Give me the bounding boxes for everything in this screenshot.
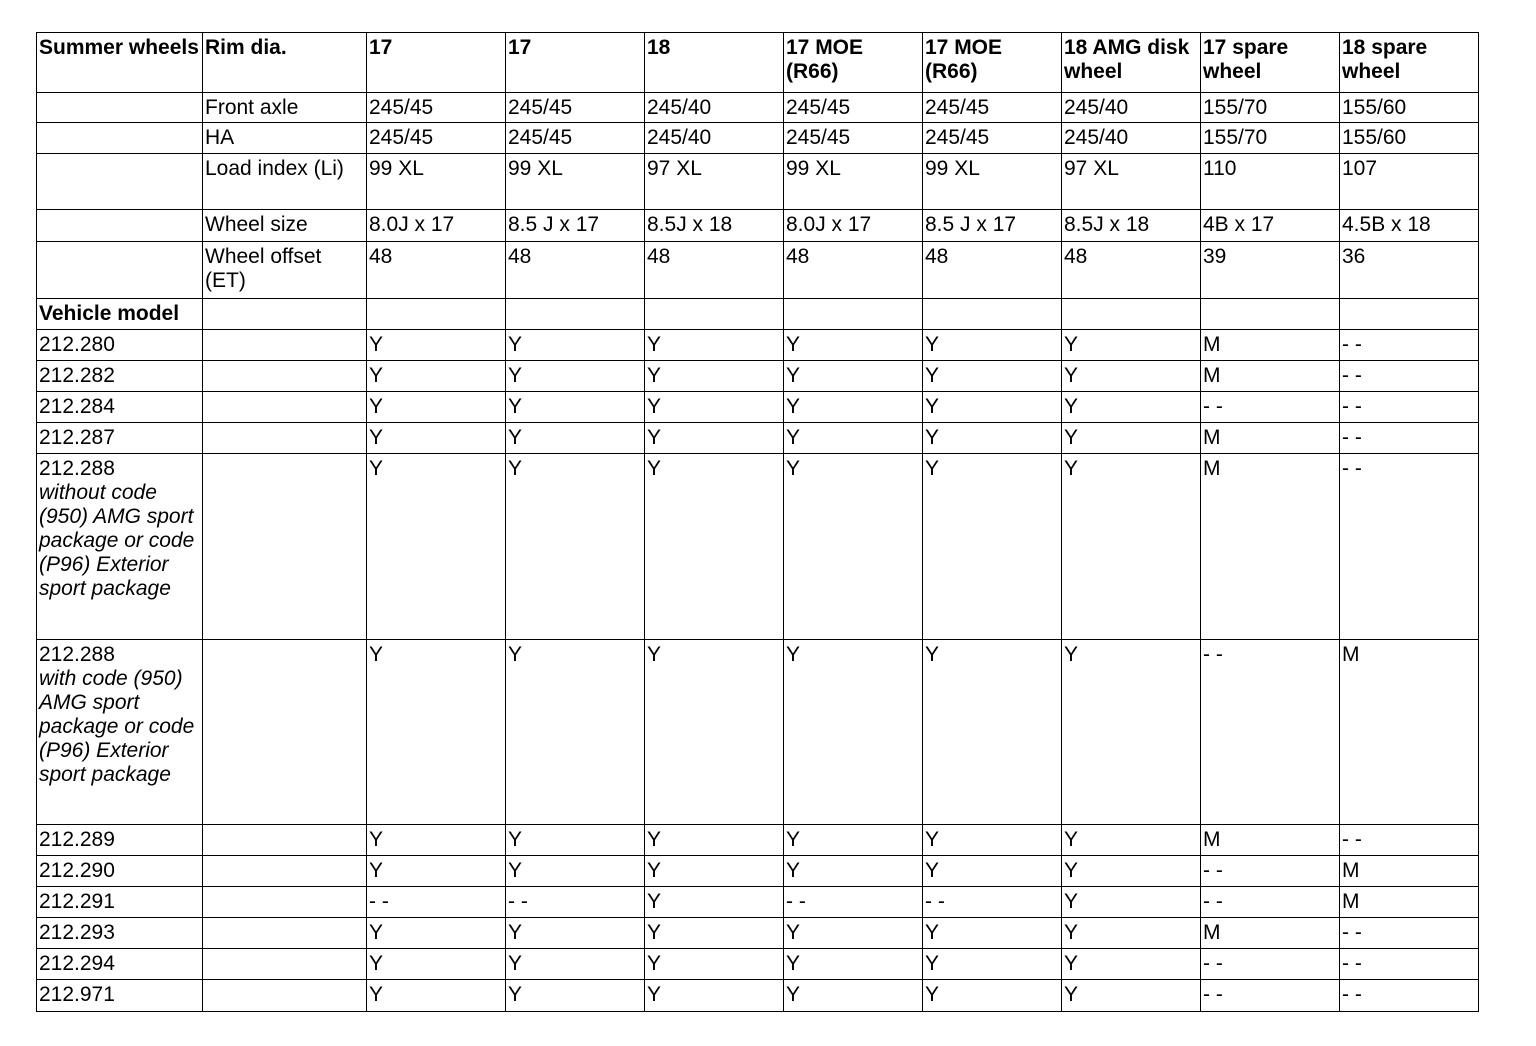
fitment-value: Y bbox=[1062, 856, 1201, 887]
spec-value: 39 bbox=[1201, 242, 1340, 299]
empty-cell bbox=[203, 361, 367, 392]
fitment-value: Y bbox=[1062, 980, 1201, 1012]
fitment-value: M bbox=[1201, 825, 1340, 856]
fitment-value: Y bbox=[645, 949, 784, 980]
fitment-value: - - bbox=[1201, 980, 1340, 1012]
fitment-value: Y bbox=[506, 980, 645, 1012]
fitment-value: - - bbox=[1340, 454, 1479, 640]
fitment-value: Y bbox=[506, 454, 645, 640]
column-header: 17 bbox=[367, 33, 506, 93]
model-number: 212.288 bbox=[39, 643, 115, 666]
fitment-value: Y bbox=[506, 918, 645, 949]
model-cell bbox=[37, 454, 203, 640]
table-row bbox=[37, 887, 1479, 918]
fitment-value: Y bbox=[1062, 918, 1201, 949]
empty-cell bbox=[203, 825, 367, 856]
fitment-value: Y bbox=[1062, 454, 1201, 640]
spec-value: 245/45 bbox=[923, 123, 1062, 154]
table-row bbox=[37, 918, 1479, 949]
fitment-value: M bbox=[1201, 454, 1340, 640]
model-number: 212.288 bbox=[39, 457, 115, 480]
fitment-value: Y bbox=[367, 330, 506, 361]
model-note: without code (950) AMG sport package or code (P96) Exterior sport package bbox=[39, 481, 195, 600]
column-header: 17 bbox=[506, 33, 645, 93]
fitment-value: Y bbox=[784, 856, 923, 887]
fitment-value: - - bbox=[1340, 825, 1479, 856]
spec-value: 245/45 bbox=[367, 123, 506, 154]
table-row bbox=[37, 423, 1479, 454]
spec-row bbox=[37, 93, 1479, 123]
empty-cell bbox=[203, 856, 367, 887]
fitment-value: Y bbox=[367, 423, 506, 454]
fitment-value: Y bbox=[1062, 887, 1201, 918]
model-number: 212.280 bbox=[39, 333, 115, 356]
spec-value: 245/45 bbox=[367, 93, 506, 123]
fitment-value: - - bbox=[923, 887, 1062, 918]
empty-cell bbox=[37, 93, 203, 123]
fitment-value: Y bbox=[1062, 361, 1201, 392]
vehicle-model-row bbox=[37, 299, 1479, 330]
column-header: 18 AMG disk wheel bbox=[1062, 33, 1201, 93]
spec-value: 245/40 bbox=[1062, 93, 1201, 123]
spec-value: 48 bbox=[506, 242, 645, 299]
fitment-value: M bbox=[1201, 361, 1340, 392]
model-cell bbox=[37, 330, 203, 361]
fitment-value: Y bbox=[1062, 423, 1201, 454]
spec-value: 8.5J x 18 bbox=[645, 210, 784, 242]
fitment-value: Y bbox=[645, 640, 784, 825]
fitment-value: Y bbox=[506, 949, 645, 980]
spec-label: HA bbox=[203, 123, 367, 154]
spec-value: 8.5 J x 17 bbox=[506, 210, 645, 242]
fitment-value: Y bbox=[645, 980, 784, 1012]
spec-value: 245/40 bbox=[1062, 123, 1201, 154]
spec-value: 48 bbox=[784, 242, 923, 299]
table-row bbox=[37, 392, 1479, 423]
table-title: Summer wheels bbox=[37, 33, 203, 93]
spec-value: 155/60 bbox=[1340, 123, 1479, 154]
spec-label: Wheel offset (ET) bbox=[203, 242, 367, 299]
fitment-value: M bbox=[1340, 640, 1479, 825]
model-number: 212.293 bbox=[39, 921, 115, 944]
fitment-value: Y bbox=[923, 392, 1062, 423]
empty-cell bbox=[784, 299, 923, 330]
fitment-value: M bbox=[1340, 856, 1479, 887]
fitment-value: Y bbox=[645, 856, 784, 887]
fitment-value: - - bbox=[784, 887, 923, 918]
spec-value: 99 XL bbox=[923, 154, 1062, 210]
rim-diameter-label: Rim dia. bbox=[203, 33, 367, 93]
spec-value: 107 bbox=[1340, 154, 1479, 210]
fitment-value: Y bbox=[784, 361, 923, 392]
fitment-value: - - bbox=[1201, 887, 1340, 918]
fitment-value: Y bbox=[645, 825, 784, 856]
table-row bbox=[37, 856, 1479, 887]
fitment-value: - - bbox=[1340, 949, 1479, 980]
spec-value: 99 XL bbox=[367, 154, 506, 210]
empty-cell bbox=[37, 242, 203, 299]
spec-value: 4B x 17 bbox=[1201, 210, 1340, 242]
column-header: 18 spare wheel bbox=[1340, 33, 1479, 93]
fitment-value: Y bbox=[1062, 949, 1201, 980]
fitment-value: Y bbox=[923, 330, 1062, 361]
table-row bbox=[37, 825, 1479, 856]
empty-cell bbox=[203, 392, 367, 423]
spec-value: 48 bbox=[367, 242, 506, 299]
fitment-value: Y bbox=[923, 361, 1062, 392]
spec-value: 245/45 bbox=[784, 93, 923, 123]
empty-cell bbox=[37, 123, 203, 154]
empty-cell bbox=[203, 887, 367, 918]
fitment-value: Y bbox=[645, 330, 784, 361]
fitment-value: Y bbox=[784, 949, 923, 980]
table-row bbox=[37, 980, 1479, 1012]
model-number: 212.284 bbox=[39, 395, 115, 418]
fitment-value: M bbox=[1201, 423, 1340, 454]
fitment-value: Y bbox=[923, 980, 1062, 1012]
spec-value: 99 XL bbox=[506, 154, 645, 210]
fitment-value: Y bbox=[506, 361, 645, 392]
empty-cell bbox=[645, 299, 784, 330]
model-cell bbox=[37, 949, 203, 980]
spec-value: 245/45 bbox=[784, 123, 923, 154]
empty-cell bbox=[1062, 299, 1201, 330]
spec-value: 245/40 bbox=[645, 93, 784, 123]
spec-value: 8.0J x 17 bbox=[784, 210, 923, 242]
fitment-value: Y bbox=[1062, 825, 1201, 856]
model-cell bbox=[37, 918, 203, 949]
model-number: 212.282 bbox=[39, 364, 115, 387]
empty-cell bbox=[203, 299, 367, 330]
fitment-value: Y bbox=[923, 918, 1062, 949]
column-header: 18 bbox=[645, 33, 784, 93]
spec-row bbox=[37, 123, 1479, 154]
model-number: 212.289 bbox=[39, 828, 115, 851]
empty-cell bbox=[203, 980, 367, 1012]
model-cell bbox=[37, 640, 203, 825]
model-number: 212.294 bbox=[39, 952, 115, 975]
fitment-value: Y bbox=[784, 640, 923, 825]
fitment-value: Y bbox=[784, 392, 923, 423]
fitment-value: M bbox=[1340, 887, 1479, 918]
fitment-value: - - bbox=[1340, 918, 1479, 949]
header-row bbox=[37, 33, 1479, 93]
fitment-value: Y bbox=[506, 856, 645, 887]
empty-cell bbox=[37, 210, 203, 242]
fitment-value: Y bbox=[923, 949, 1062, 980]
fitment-value: Y bbox=[367, 949, 506, 980]
fitment-value: Y bbox=[923, 423, 1062, 454]
empty-cell bbox=[37, 154, 203, 210]
fitment-value: Y bbox=[784, 330, 923, 361]
model-cell bbox=[37, 392, 203, 423]
model-cell bbox=[37, 980, 203, 1012]
fitment-value: Y bbox=[645, 361, 784, 392]
model-cell bbox=[37, 825, 203, 856]
spec-row bbox=[37, 210, 1479, 242]
spec-value: 245/45 bbox=[506, 123, 645, 154]
column-header: 17 MOE (R66) bbox=[923, 33, 1062, 93]
spec-value: 155/60 bbox=[1340, 93, 1479, 123]
fitment-value: - - bbox=[1201, 640, 1340, 825]
fitment-value: Y bbox=[506, 640, 645, 825]
empty-cell bbox=[203, 423, 367, 454]
fitment-value: Y bbox=[367, 980, 506, 1012]
fitment-value: - - bbox=[1201, 856, 1340, 887]
spec-value: 36 bbox=[1340, 242, 1479, 299]
empty-cell bbox=[203, 949, 367, 980]
fitment-value: Y bbox=[645, 454, 784, 640]
model-cell bbox=[37, 887, 203, 918]
empty-cell bbox=[506, 299, 645, 330]
fitment-value: - - bbox=[1340, 392, 1479, 423]
fitment-value: Y bbox=[645, 423, 784, 454]
fitment-value: M bbox=[1201, 330, 1340, 361]
table-row bbox=[37, 361, 1479, 392]
fitment-value: - - bbox=[1340, 980, 1479, 1012]
fitment-value: Y bbox=[645, 887, 784, 918]
fitment-value: Y bbox=[367, 918, 506, 949]
fitment-value: M bbox=[1201, 918, 1340, 949]
empty-cell bbox=[203, 454, 367, 640]
fitment-value: Y bbox=[367, 856, 506, 887]
fitment-value: Y bbox=[1062, 392, 1201, 423]
wheel-fitment-table bbox=[36, 32, 1479, 1012]
spec-row bbox=[37, 154, 1479, 210]
spec-value: 8.5 J x 17 bbox=[923, 210, 1062, 242]
fitment-value: Y bbox=[784, 825, 923, 856]
spec-value: 97 XL bbox=[645, 154, 784, 210]
spec-value: 155/70 bbox=[1201, 93, 1340, 123]
spec-value: 8.0J x 17 bbox=[367, 210, 506, 242]
spec-value: 110 bbox=[1201, 154, 1340, 210]
fitment-value: - - bbox=[1340, 361, 1479, 392]
fitment-value: Y bbox=[784, 918, 923, 949]
fitment-value: Y bbox=[506, 423, 645, 454]
empty-cell bbox=[203, 330, 367, 361]
fitment-value: Y bbox=[1062, 640, 1201, 825]
spec-value: 4.5B x 18 bbox=[1340, 210, 1479, 242]
fitment-value: Y bbox=[367, 361, 506, 392]
table-row bbox=[37, 640, 1479, 825]
table-body bbox=[37, 33, 1479, 1012]
fitment-value: - - bbox=[367, 887, 506, 918]
fitment-value: Y bbox=[367, 640, 506, 825]
table-row bbox=[37, 330, 1479, 361]
fitment-value: Y bbox=[506, 392, 645, 423]
fitment-value: - - bbox=[1340, 330, 1479, 361]
table-row bbox=[37, 949, 1479, 980]
empty-cell bbox=[1201, 299, 1340, 330]
fitment-value: Y bbox=[367, 825, 506, 856]
fitment-value: Y bbox=[784, 980, 923, 1012]
fitment-value: - - bbox=[1201, 949, 1340, 980]
fitment-value: Y bbox=[923, 640, 1062, 825]
model-number: 212.291 bbox=[39, 890, 115, 913]
model-cell bbox=[37, 361, 203, 392]
fitment-value: Y bbox=[784, 423, 923, 454]
column-header: 17 spare wheel bbox=[1201, 33, 1340, 93]
empty-cell bbox=[203, 640, 367, 825]
spec-label: Front axle bbox=[203, 93, 367, 123]
spec-value: 48 bbox=[1062, 242, 1201, 299]
spec-row bbox=[37, 242, 1479, 299]
fitment-value: Y bbox=[784, 454, 923, 640]
spec-value: 97 XL bbox=[1062, 154, 1201, 210]
column-header: 17 MOE (R66) bbox=[784, 33, 923, 93]
fitment-value: Y bbox=[506, 330, 645, 361]
fitment-value: Y bbox=[645, 392, 784, 423]
model-cell bbox=[37, 856, 203, 887]
fitment-value: - - bbox=[506, 887, 645, 918]
fitment-value: Y bbox=[367, 454, 506, 640]
fitment-value: - - bbox=[1340, 423, 1479, 454]
spec-value: 48 bbox=[645, 242, 784, 299]
empty-cell bbox=[367, 299, 506, 330]
vehicle-model-label: Vehicle model bbox=[37, 299, 203, 330]
spec-label: Wheel size bbox=[203, 210, 367, 242]
model-cell bbox=[37, 423, 203, 454]
fitment-value: Y bbox=[1062, 330, 1201, 361]
model-number: 212.287 bbox=[39, 426, 115, 449]
spec-value: 48 bbox=[923, 242, 1062, 299]
fitment-value: Y bbox=[367, 392, 506, 423]
fitment-value: Y bbox=[923, 454, 1062, 640]
spec-value: 245/40 bbox=[645, 123, 784, 154]
spec-value: 155/70 bbox=[1201, 123, 1340, 154]
fitment-value: - - bbox=[1201, 392, 1340, 423]
fitment-value: Y bbox=[923, 856, 1062, 887]
empty-cell bbox=[923, 299, 1062, 330]
spec-value: 245/45 bbox=[923, 93, 1062, 123]
spec-label: Load index (Li) bbox=[203, 154, 367, 210]
spec-value: 99 XL bbox=[784, 154, 923, 210]
spec-value: 245/45 bbox=[506, 93, 645, 123]
empty-cell bbox=[1340, 299, 1479, 330]
fitment-value: Y bbox=[923, 825, 1062, 856]
spec-value: 8.5J x 18 bbox=[1062, 210, 1201, 242]
model-number: 212.290 bbox=[39, 859, 115, 882]
model-note: with code (950) AMG sport package or code (P96) Exterior sport package bbox=[39, 667, 195, 786]
empty-cell bbox=[203, 918, 367, 949]
model-number: 212.971 bbox=[39, 983, 115, 1006]
fitment-value: Y bbox=[645, 918, 784, 949]
fitment-value: Y bbox=[506, 825, 645, 856]
table-row bbox=[37, 454, 1479, 640]
